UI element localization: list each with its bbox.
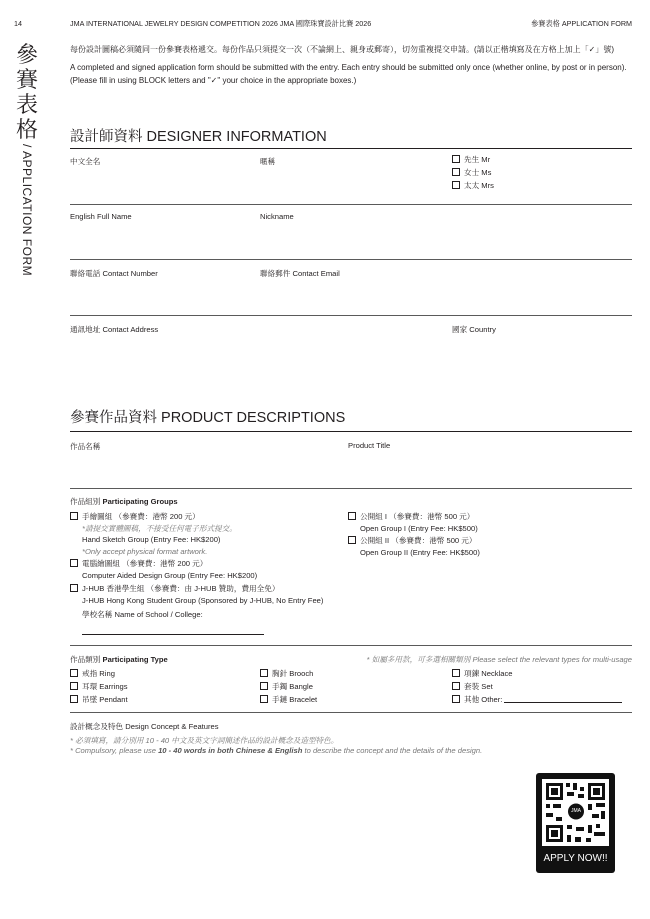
divider xyxy=(70,712,632,713)
page-number: 14 xyxy=(14,19,22,28)
group-open-2[interactable]: 公開組 II （參賽費：港幣 500 元） Open Group II (Entry Fee: HK$500) xyxy=(348,535,480,558)
apply-now-qr[interactable] xyxy=(536,773,615,873)
checkbox[interactable] xyxy=(452,181,460,189)
checkbox[interactable] xyxy=(260,682,268,690)
chinese-name-label: 中文全名 xyxy=(70,157,101,166)
designer-section-title: 設計師資料 DESIGNER INFORMATION xyxy=(70,129,327,145)
qr-center-logo: JMA xyxy=(571,808,581,814)
divider xyxy=(70,431,632,432)
section-label: 參賽表格 APPLICATION FORM xyxy=(531,19,632,28)
checkbox[interactable] xyxy=(452,155,460,163)
type-option[interactable]: 手鐲 Bangle xyxy=(260,680,317,693)
type-option[interactable]: 耳環 Earrings xyxy=(70,680,128,693)
checkbox[interactable] xyxy=(70,682,78,690)
checkbox[interactable] xyxy=(70,669,78,677)
divider xyxy=(70,645,632,646)
type-column-1 xyxy=(70,667,128,706)
side-title-char: 表 xyxy=(15,92,38,117)
product-section-title: 參賽作品資料 PRODUCT DESCRIPTIONS xyxy=(70,410,346,426)
type-option[interactable]: 項鍊 Necklace xyxy=(452,667,622,680)
checkbox[interactable] xyxy=(260,695,268,703)
divider xyxy=(70,488,632,489)
type-option[interactable]: 胸針 Brooch xyxy=(260,667,317,680)
alias-label: 暱稱 xyxy=(260,157,276,166)
product-name-label: 作品名稱 xyxy=(70,442,101,451)
salutation-options xyxy=(452,153,494,192)
type-column-3 xyxy=(452,667,622,706)
intro-zh: 每份設計圖稿必須隨同一份參賽表格遞交。每份作品只須提交一次（不論網上、親身或郵寄），切勿重複提交申請。(請以正楷填寫及在方格上加上「✓」號) xyxy=(70,45,615,54)
group-cad[interactable]: 電腦繪圖組 （參賽費：港幣 200 元） Computer Aided Design Group (Entry Fee: HK$200) xyxy=(70,558,257,581)
apply-now-label: APPLY NOW!! xyxy=(543,853,608,864)
address-label: 通訊地址 Contact Address xyxy=(70,325,159,334)
side-title-char: 參 xyxy=(15,42,38,67)
divider xyxy=(70,315,632,316)
groups-label: 作品組別 Participating Groups xyxy=(70,497,178,506)
checkbox[interactable] xyxy=(70,512,78,520)
concept-note-zh: * 必須填寫，請分別用 10 - 40 中文及英文字詞簡述作品的設計概念及造型特色。 xyxy=(70,736,339,745)
checkbox[interactable] xyxy=(452,682,460,690)
english-name-label: English Full Name xyxy=(70,212,132,221)
product-title-label: Product Title xyxy=(348,441,391,450)
checkbox[interactable] xyxy=(452,695,460,703)
checkbox[interactable] xyxy=(70,584,78,592)
concept-label: 設計概念及特色 Design Concept & Features xyxy=(70,722,219,731)
group-hand-sketch[interactable]: 手繪圖組 （參賽費：港幣 200 元） *請提交實體圖稿，不接受任何電子形式提交。 Hand Sketch Group (Entry Fee: HK$200) *Only accept physical format artwork. xyxy=(70,511,237,557)
type-option[interactable]: 套裝 Set xyxy=(452,680,622,693)
checkbox[interactable] xyxy=(452,669,460,677)
side-title-char: 賽 xyxy=(15,67,38,92)
type-option[interactable]: 戒指 Ring xyxy=(70,667,128,680)
nickname-label: Nickname xyxy=(260,212,294,221)
type-column-2 xyxy=(260,667,317,706)
intro-en: A completed and signed application form should be submitted with the entry. Each entry should be submitted only once (whether online, by post or in person). (Please fill in using BLOCK letters and "✓" your choice in the appropriate boxes.) xyxy=(70,63,627,85)
other-type-field[interactable] xyxy=(504,694,622,703)
phone-label: 聯絡電話 Contact Number xyxy=(70,269,158,278)
type-option[interactable]: 吊墜 Pendant xyxy=(70,693,128,706)
group-jhub[interactable]: J-HUB 香港學生組 （參賽費：由 J-HUB 贊助，費用全免） J-HUB Hong Kong Student Group (Sponsored by J-HUB, No Entry Fee) 學校名稱 Name of School / College: xyxy=(70,583,323,621)
checkbox[interactable] xyxy=(70,695,78,703)
checkbox[interactable] xyxy=(348,536,356,544)
checkbox[interactable] xyxy=(348,512,356,520)
school-name-field[interactable] xyxy=(82,634,264,635)
checkbox[interactable] xyxy=(70,559,78,567)
concept-note-en: * Compulsory, please use 10 - 40 words in both Chinese & English to describe the concept and the details of the design. xyxy=(70,746,483,755)
qr-code-icon xyxy=(542,779,609,846)
intro xyxy=(70,44,634,93)
type-note: * 如屬多用款，可多選相關類別 Please select the relevant types for multi-usage xyxy=(366,655,632,664)
side-title-latin: / APPLICATION FORM xyxy=(20,144,34,277)
email-label: 聯絡郵件 Contact Email xyxy=(260,269,340,278)
salutation-option[interactable]: 女士 Ms xyxy=(452,166,494,179)
country-label: 國家 Country xyxy=(452,325,496,334)
side-title-char: 格 xyxy=(15,117,38,142)
salutation-option[interactable]: 太太 Mrs xyxy=(452,179,494,192)
checkbox[interactable] xyxy=(452,168,460,176)
divider xyxy=(70,204,632,205)
running-title: JMA INTERNATIONAL JEWELRY DESIGN COMPETITION 2026 JMA 國際珠寶設計比賽 2026 xyxy=(70,19,372,28)
type-label: 作品類別 Participating Type xyxy=(70,655,168,664)
side-title xyxy=(14,42,40,312)
checkbox[interactable] xyxy=(260,669,268,677)
divider xyxy=(70,148,632,149)
divider xyxy=(70,259,632,260)
salutation-option[interactable]: 先生 Mr xyxy=(452,153,494,166)
group-open-1[interactable]: 公開組 I （參賽費：港幣 500 元） Open Group I (Entry Fee: HK$500) xyxy=(348,511,478,534)
type-option-other[interactable]: 其他 Other: xyxy=(452,693,622,706)
type-option[interactable]: 手鏈 Bracelet xyxy=(260,693,317,706)
